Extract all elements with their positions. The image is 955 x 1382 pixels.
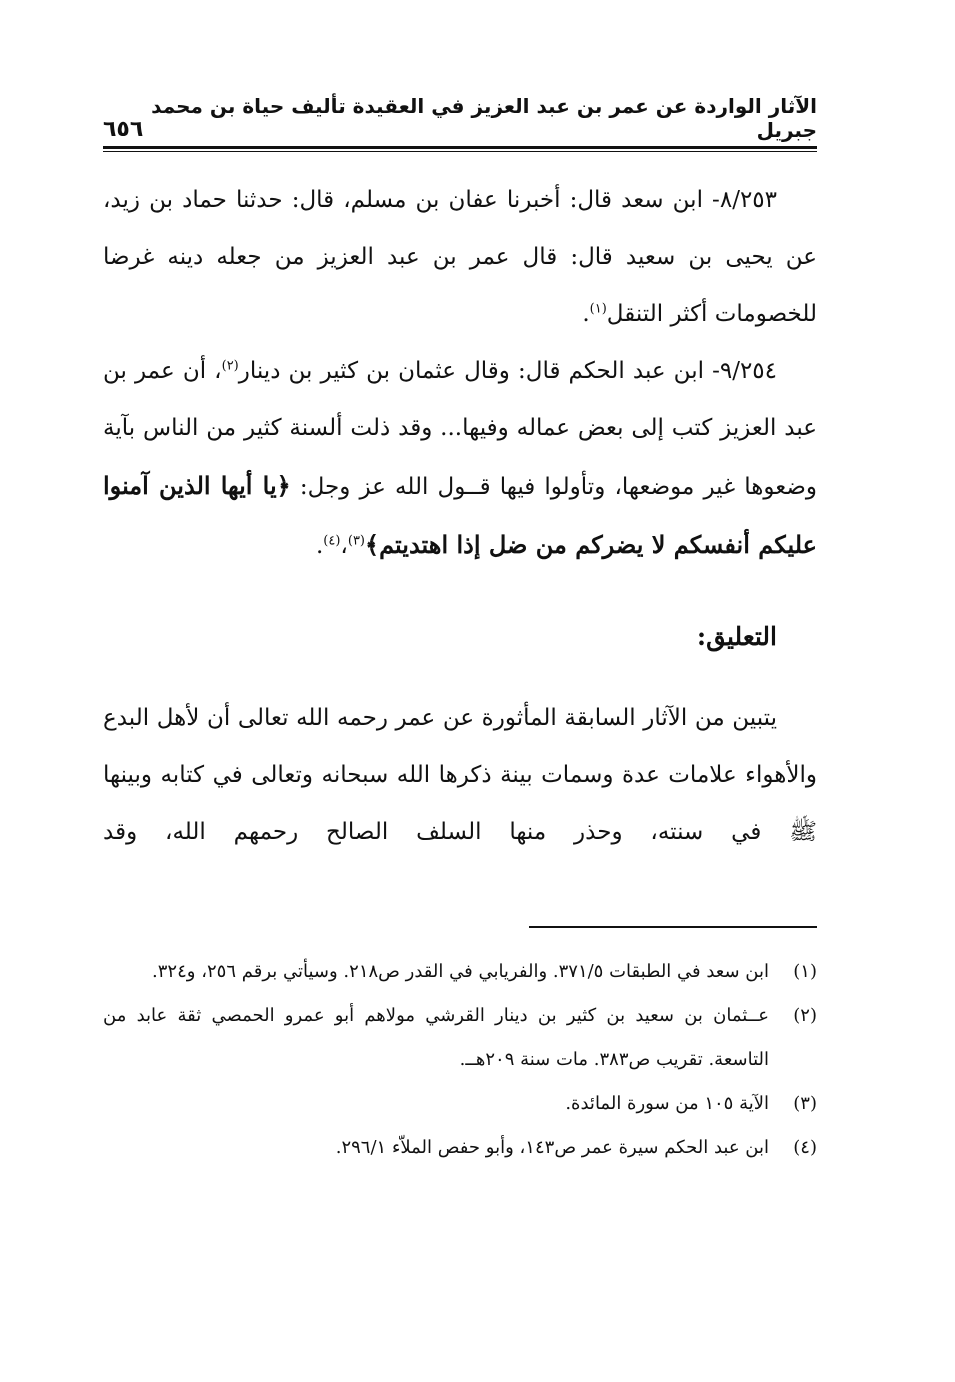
footnote-ref[interactable]: (١) bbox=[589, 301, 607, 317]
footnote-number: (٢) bbox=[793, 1005, 817, 1026]
text-line: عمر بن عبد العزيز كتب إلى بعض عماله وفيها... وقد ذلت ألسنة كثير bbox=[103, 358, 818, 441]
text-line: ٩/٢٥٤- ابن عبد الحكم قال: وقال عثمان بن كثير بن دينار bbox=[238, 358, 778, 384]
text-line: ، أن bbox=[182, 358, 222, 384]
text-line: غرضا للخصومات أكثر التنقل bbox=[103, 244, 817, 327]
footnote-text: عــثمان بن سعيد بن كثير بن دينار القرشي مولاهم أبو عمرو الحمصي ثقة عابد من التاسعة. تقريب ص٣٨٣. مات سنة ٢٠٩هــ. bbox=[103, 1005, 769, 1070]
footnote-number: (٤) bbox=[793, 1137, 817, 1158]
footnote-divider bbox=[529, 926, 817, 928]
footnote-2 bbox=[103, 994, 817, 1082]
footnote-1 bbox=[103, 950, 817, 994]
text-line: البدع والأهواء علامات عدة وسمات بينة ذكرها الله سبحانه وتعالى في bbox=[103, 705, 818, 788]
header-title: الآثار الواردة عن عمر بن عبد العزيز في العقيدة تأليف حياة بن محمد جبريل bbox=[151, 94, 817, 142]
commentary-text bbox=[103, 690, 817, 861]
page-number: ٦٥٦ bbox=[103, 117, 144, 142]
section-heading: التعليق: bbox=[696, 622, 777, 651]
text-line: كتابه وبينها ﷺ في سنته، وحذر منها السلف الصالح رحمهم الله، وقد bbox=[103, 762, 817, 845]
footnote-ref[interactable]: (٢) bbox=[221, 358, 239, 374]
footnote-3 bbox=[103, 1082, 817, 1126]
text-line: زيد، عن يحيى بن سعيد قال: قال عمر بن عبد العزيز من جعله دينه bbox=[103, 187, 817, 270]
text-line: من الناس بآية وضعوها غير موضعها، وتأولوا فيها قــول الله عز وجل: bbox=[103, 415, 817, 500]
paragraph-254 bbox=[103, 343, 817, 575]
text-line: . bbox=[582, 301, 590, 327]
paragraph-253 bbox=[103, 172, 817, 343]
footnote-ref[interactable]: (٤) bbox=[323, 533, 341, 549]
footnote-text: ابن سعد في الطبقات ٣٧١/٥. والفريابي في القدر ص٢١٨. وسيأتي برقم ٢٥٦، و٣٢٤. bbox=[152, 961, 769, 982]
footnote-number: (١) bbox=[793, 961, 817, 982]
commentary-paragraph bbox=[103, 690, 817, 861]
quran-verse: ﴿يا أيها الذين آمنوا عليكم أنفسكم لا يضركم من ضل إذا اهتديتم﴾ bbox=[103, 471, 817, 559]
footnotes bbox=[103, 950, 817, 1170]
footnote-4 bbox=[103, 1126, 817, 1170]
footnote-ref[interactable]: (٣) bbox=[347, 533, 365, 549]
running-header bbox=[103, 94, 817, 142]
footnote-number: (٣) bbox=[793, 1093, 817, 1114]
text-line: ٨/٢٥٣- ابن سعد قال: أخبرنا عفان بن مسلم، قال: حدثنا حماد بن bbox=[149, 187, 778, 213]
footnote-text: الآية ١٠٥ من سورة المائدة. bbox=[565, 1093, 769, 1114]
main-text bbox=[103, 172, 817, 575]
footnote-text: ابن عبد الحكم سيرة عمر ص١٤٣، وأبو حفص الملاّء ٢٩٦/١. bbox=[335, 1137, 769, 1158]
text-line: ، bbox=[340, 533, 348, 559]
text-line: يتبين من الآثار السابقة المأثورة عن عمر رحمه الله تعالى أن لأهل bbox=[156, 705, 778, 731]
header-divider bbox=[103, 146, 817, 152]
text-line: . bbox=[315, 533, 324, 559]
